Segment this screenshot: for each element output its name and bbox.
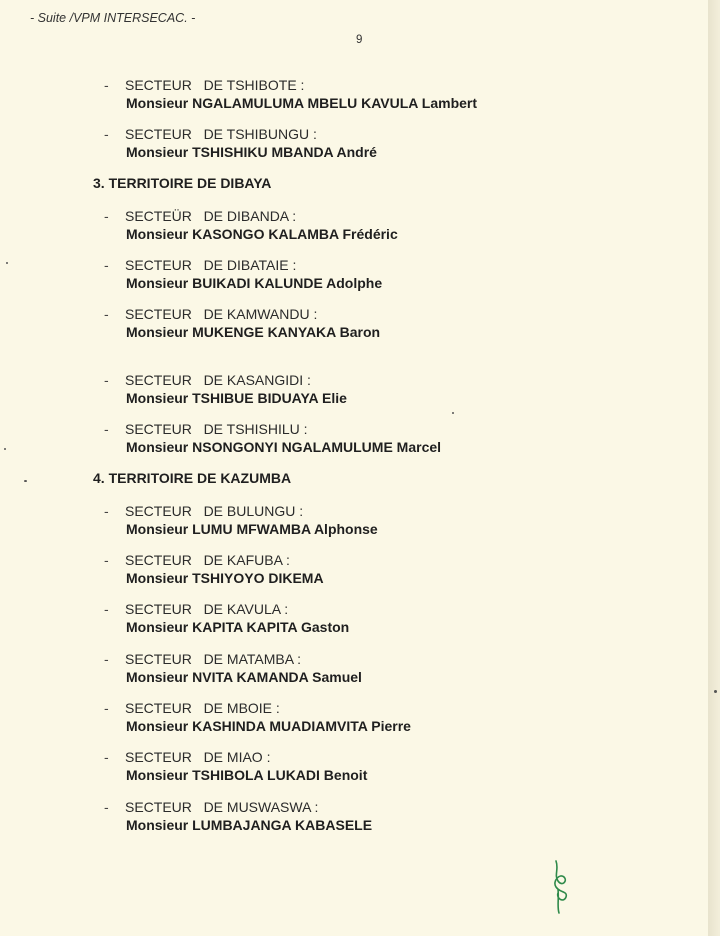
sector-head-name: Monsieur TSHIBUE BIDUAYA Elie <box>126 390 347 406</box>
sector-name: SECTEÜR DE DIBANDA : <box>125 208 297 224</box>
page-edge <box>708 0 720 936</box>
list-item <box>104 256 382 292</box>
sector-name: SECTEUR DE MIAO : <box>125 749 271 765</box>
list-item <box>104 551 324 587</box>
paper-speck <box>4 448 6 450</box>
sector-name: SECTEUR DE MUSWASWA : <box>125 799 319 815</box>
list-item <box>104 650 362 686</box>
bullet-dash: - <box>104 700 109 716</box>
sector-name: SECTEUR DE TSHIBUNGU : <box>125 126 317 142</box>
sector-name: SECTEUR DE KAVULA : <box>125 601 289 617</box>
sector-head-name: Monsieur KASONGO KALAMBA Frédéric <box>126 226 398 242</box>
bullet-dash: - <box>104 208 109 224</box>
sector-name: SECTEUR DE MATAMBA : <box>125 651 302 667</box>
sector-name: SECTEUR DE DIBATAIE : <box>125 257 297 273</box>
list-item <box>104 748 367 784</box>
page-number: 9 <box>356 34 363 46</box>
sector-name: SECTEUR DE MBOIE : <box>125 700 280 716</box>
sector-name: SECTEUR DE BULUNGU : <box>125 503 304 519</box>
territory-heading: 4. TERRITOIRE DE KAZUMBA <box>93 470 292 486</box>
bullet-dash: - <box>104 552 109 568</box>
bullet-dash: - <box>104 749 109 765</box>
list-item <box>104 125 377 161</box>
sector-head-name: Monsieur TSHIBOLA LUKADI Benoit <box>126 767 368 783</box>
sector-head-name: Monsieur TSHISHIKU MBANDA André <box>126 144 377 160</box>
paper-speck <box>452 412 454 414</box>
signature-mark <box>546 859 574 915</box>
sector-head-name: Monsieur NVITA KAMANDA Samuel <box>126 669 362 685</box>
sector-name: SECTEUR DE TSHIBOTE : <box>125 77 305 93</box>
bullet-dash: - <box>104 799 109 815</box>
sector-head-name: Monsieur MUKENGE KANYAKA Baron <box>126 324 381 340</box>
bullet-dash: - <box>104 126 109 142</box>
territory-heading: 3. TERRITOIRE DE DIBAYA <box>93 175 272 191</box>
list-item <box>104 420 441 456</box>
list-item <box>104 798 372 834</box>
paper-speck <box>24 480 27 482</box>
bullet-dash: - <box>104 306 109 322</box>
bullet-dash: - <box>104 257 109 273</box>
bullet-dash: - <box>104 503 109 519</box>
list-item <box>104 76 477 112</box>
sector-head-name: Monsieur LUMBAJANGA KABASELE <box>126 817 373 833</box>
header-note: - Suite /VPM INTERSECAC. - <box>30 11 196 25</box>
sector-name: SECTEUR DE KAMWANDU : <box>125 306 318 322</box>
list-item <box>104 207 398 243</box>
bullet-dash: - <box>104 77 109 93</box>
bullet-dash: - <box>104 651 109 667</box>
sector-head-name: Monsieur NGALAMULUMA MBELU KAVULA Lambert <box>126 95 478 111</box>
bullet-dash: - <box>104 372 109 388</box>
list-item <box>104 699 411 735</box>
sector-head-name: Monsieur KASHINDA MUADIAMVITA Pierre <box>126 718 411 734</box>
list-item <box>104 600 349 636</box>
bullet-dash: - <box>104 601 109 617</box>
sector-name: SECTEUR DE KAFUBA : <box>125 552 290 568</box>
list-item <box>104 371 347 407</box>
sector-head-name: Monsieur TSHIYOYO DIKEMA <box>126 570 324 586</box>
paper-speck <box>714 690 717 693</box>
sector-head-name: Monsieur KAPITA KAPITA Gaston <box>126 619 350 635</box>
list-item <box>104 305 380 341</box>
sector-name: SECTEUR DE TSHISHILU : <box>125 421 308 437</box>
sector-name: SECTEUR DE KASANGIDI : <box>125 372 311 388</box>
paper-speck <box>6 262 8 264</box>
sector-head-name: Monsieur NSONGONYI NGALAMULUME Marcel <box>126 439 442 455</box>
sector-head-name: Monsieur BUIKADI KALUNDE Adolphe <box>126 275 383 291</box>
bullet-dash: - <box>104 421 109 437</box>
list-item <box>104 502 378 538</box>
sector-head-name: Monsieur LUMU MFWAMBA Alphonse <box>126 521 378 537</box>
